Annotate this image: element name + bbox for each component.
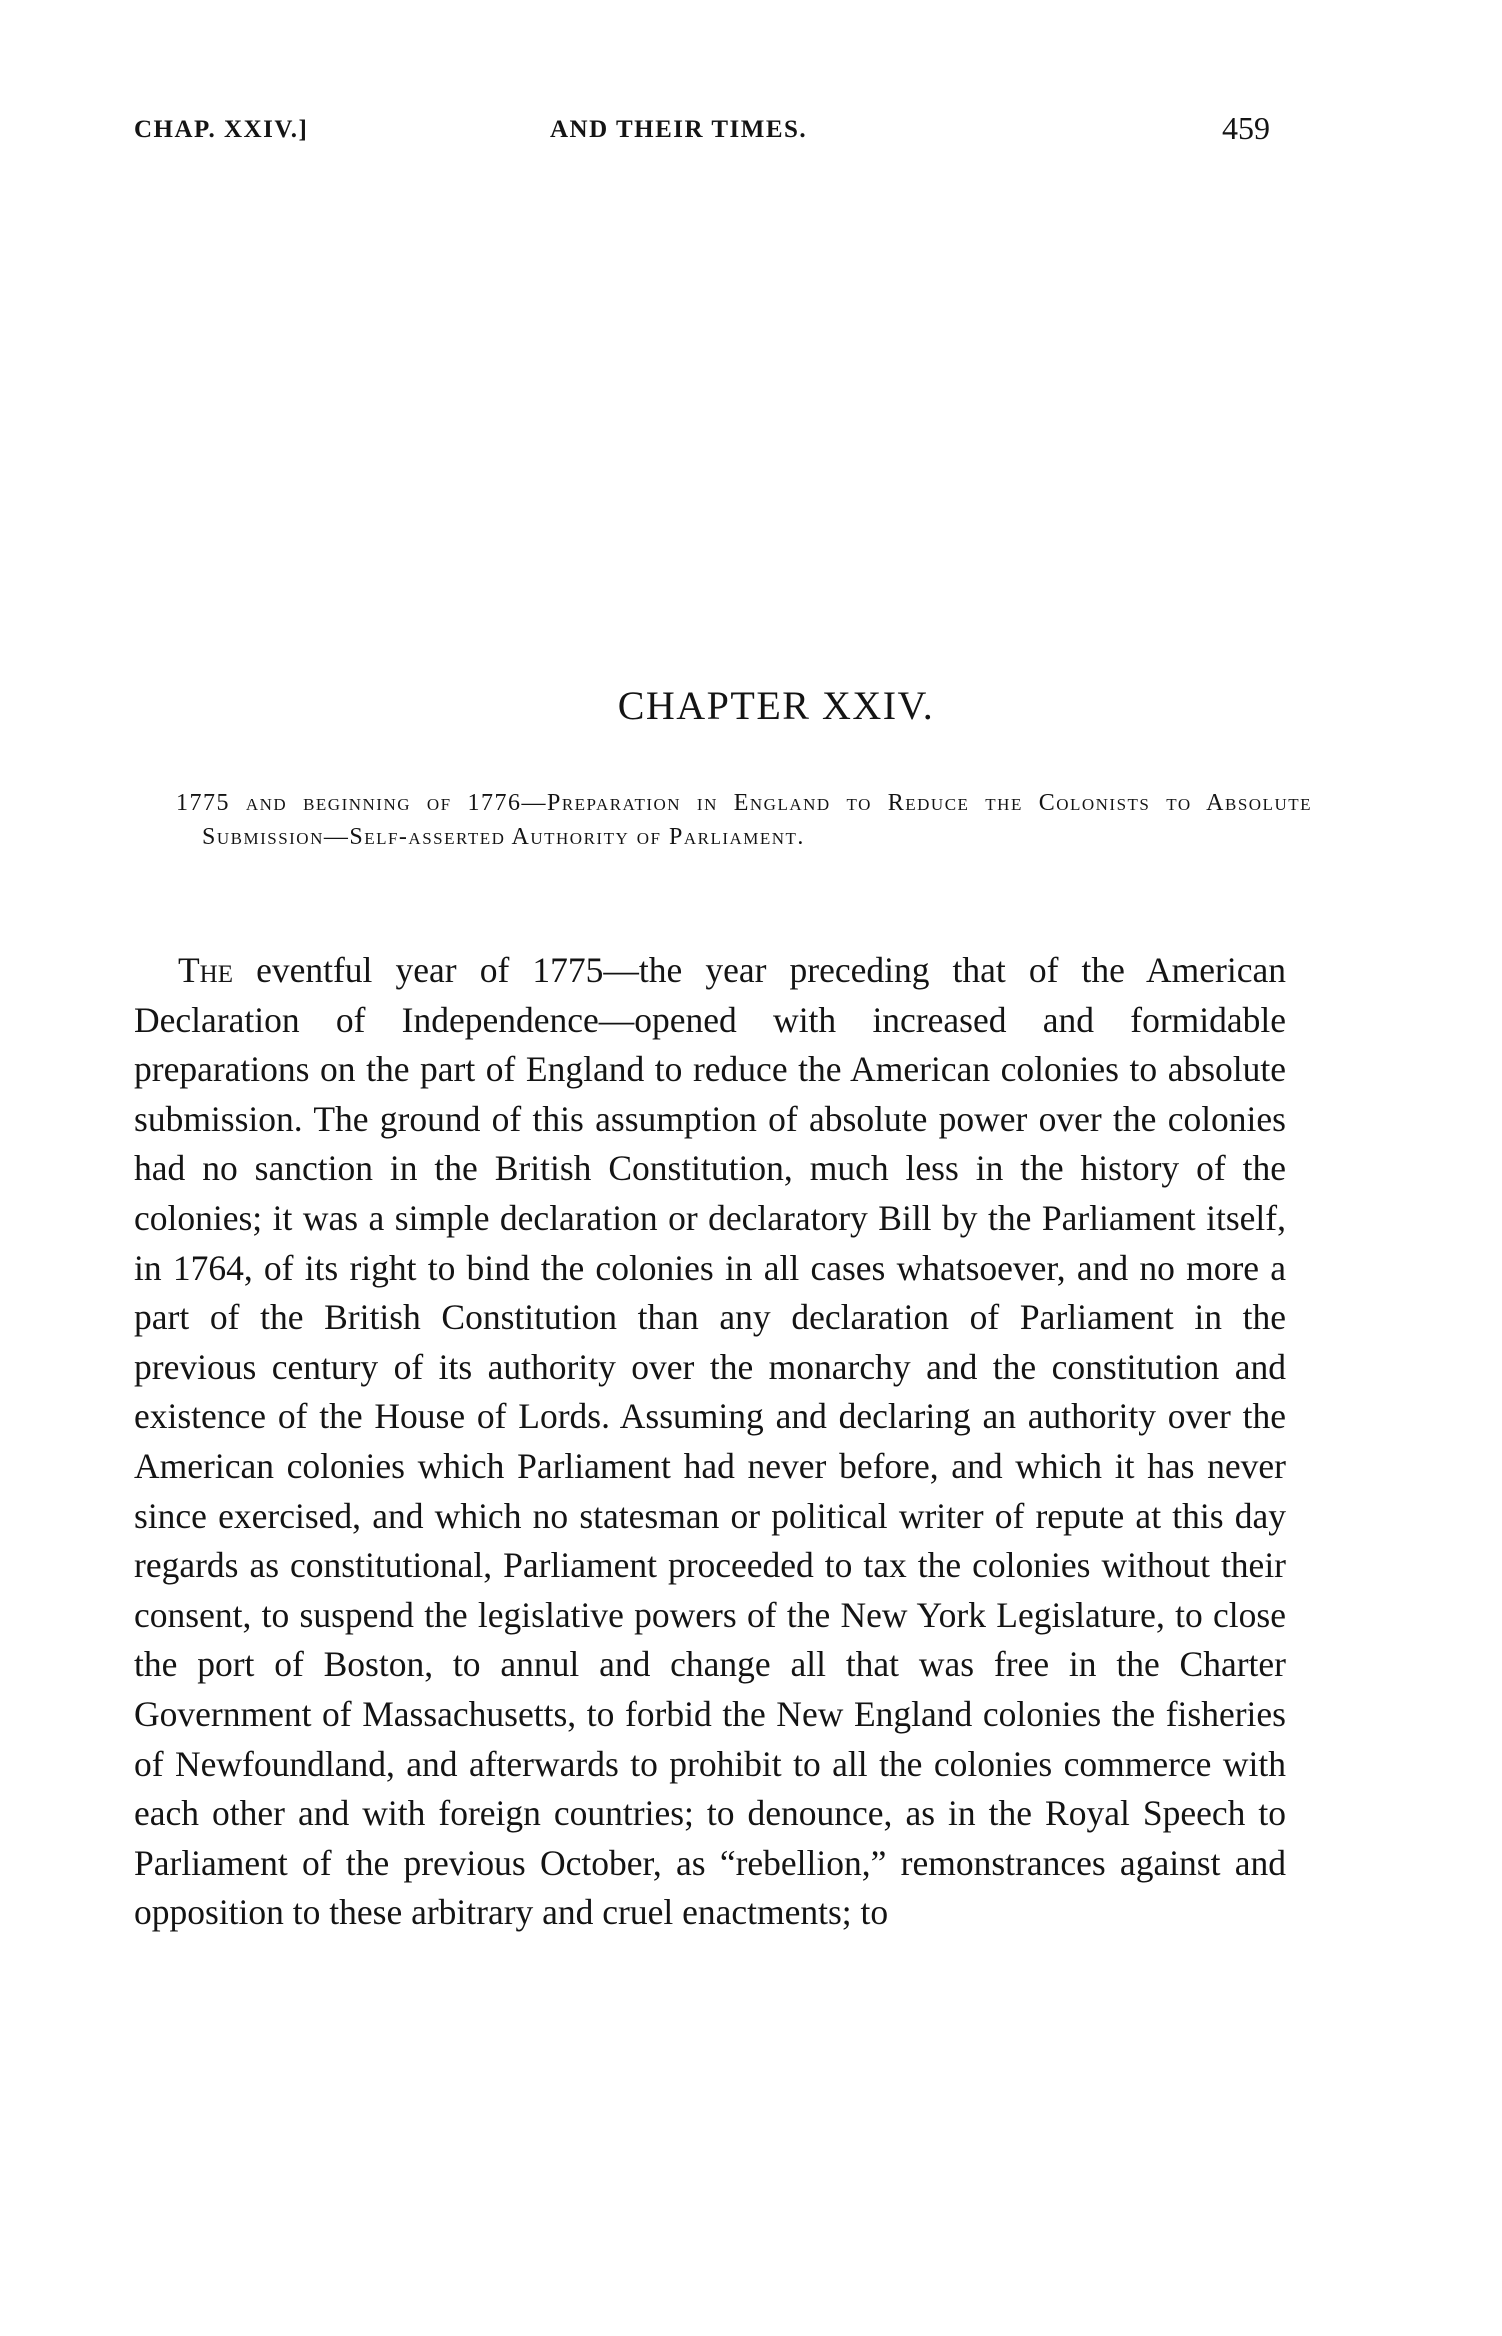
paragraph-text: eventful year of 1775—the year preceding that of the American Declaration of Independence—opened with increased and formidable preparations on the part of England to reduce the American colonies to absolute submission. The ground of this assumption of absolute power over the colonies had no sanction in the British Constitution, much less in the history of the colonies; it was a simple declaration or declaratory Bill by the Parliament itself, in 1764, of its right to bind the colonies in all cases whatsoever, and no more a part of the British Constitution than any declaration of Parliament in the previous century of its authority over the monarchy and the constitution and existence of the House of Lords. Assuming and declaring an authority over the American colonies which Parliament had never before, and which it has never since exercised, and which no statesman or political writer of repute at this day regards as constitutional, Parliament proceeded to tax the colonies without their consent, to suspend the legislative powers of the New York Legislature, to close the port of Boston, to annul and change all that was free in the Charter Government of Massachusetts, to forbid the New England colonies the fisheries of Newfoundland, and afterwards to prohibit to all the colonies commerce with each other and with foreign countries; to denounce, as in the Royal Speech to Parliament of the previous October, as “rebellion,” remonstrances against and opposition to these arbitrary and cruel enactments; to — [134, 950, 1286, 1933]
chapter-reference: CHAP. XXIV.] — [134, 116, 309, 143]
body-paragraph — [134, 946, 1286, 1938]
lead-word: The — [178, 950, 234, 990]
running-title: AND THEIR TIMES. — [550, 116, 808, 143]
chapter-summary: 1775 and beginning of 1776—Preparation in England to Reduce the Colonists to Absolute Submission—Self-asserted Authority of Parliament. — [176, 790, 1312, 850]
chapter-title: CHAPTER XXIV. — [617, 683, 935, 728]
page-number: 459 — [1222, 110, 1270, 146]
running-head — [0, 110, 1502, 156]
